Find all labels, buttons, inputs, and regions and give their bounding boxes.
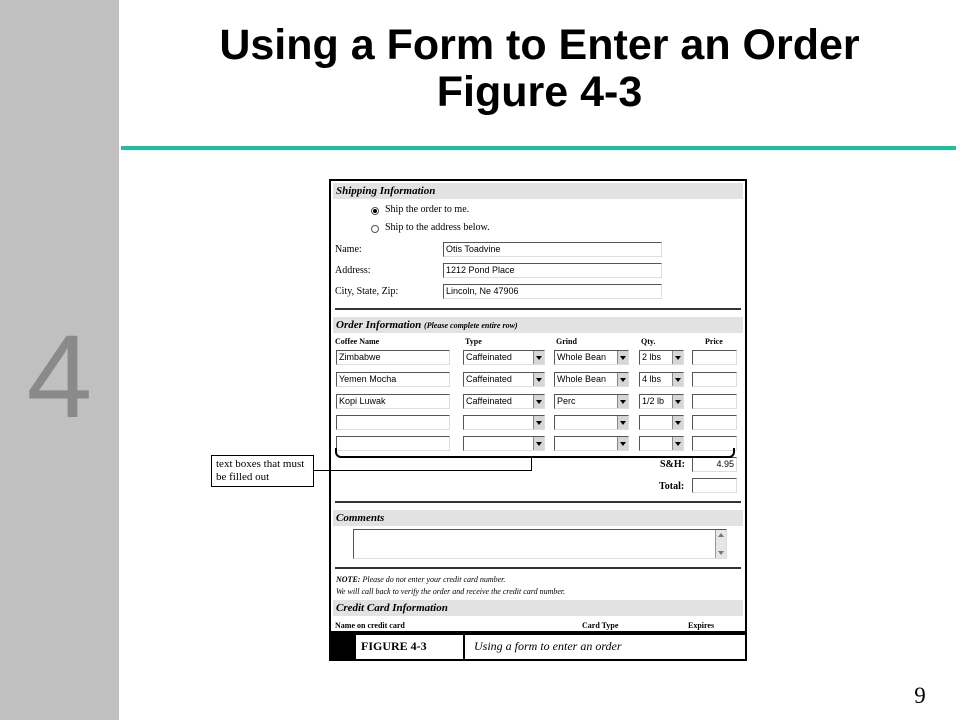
order-header-note: (Please complete entire row): [424, 321, 518, 330]
sidebar: [0, 0, 119, 720]
dropdown-arrow-icon: [533, 351, 544, 364]
qty-select[interactable]: [639, 372, 684, 387]
dropdown-arrow-icon: [672, 351, 683, 364]
grind-select[interactable]: [554, 372, 629, 387]
type-select[interactable]: [463, 394, 545, 409]
dropdown-arrow-icon: [672, 416, 683, 429]
type-select[interactable]: [463, 372, 545, 387]
caption-figure-label: FIGURE 4-3: [361, 639, 427, 653]
total-field[interactable]: [692, 478, 737, 493]
col-expires: Expires: [688, 621, 715, 630]
qty-select-value: 4 lbs: [642, 374, 662, 384]
col-coffee-name: Coffee Name: [335, 337, 380, 346]
callout-leader-line: [314, 470, 531, 471]
ship-to-me-label: Ship the order to me.: [385, 204, 470, 215]
note-bold: NOTE:: [336, 575, 361, 584]
price-field[interactable]: [692, 394, 737, 409]
qty-select[interactable]: [639, 415, 684, 430]
type-select[interactable]: [463, 415, 545, 430]
grind-select[interactable]: [554, 394, 629, 409]
ship-to-address-label: Ship to the address below.: [385, 222, 490, 233]
credit-card-header: Credit Card Information: [333, 600, 743, 616]
comments-header: Comments: [333, 510, 743, 526]
coffee-name-field[interactable]: Yemen Mocha: [336, 372, 450, 387]
name-field[interactable]: Otis Toadvine: [443, 242, 662, 257]
dropdown-arrow-icon: [672, 395, 683, 408]
name-label: Name:: [335, 244, 362, 255]
dropdown-arrow-icon: [617, 395, 628, 408]
scroll-up-icon[interactable]: [718, 533, 724, 537]
ship-to-me-radio[interactable]: [371, 207, 379, 215]
price-field[interactable]: [692, 350, 737, 365]
dropdown-arrow-icon: [672, 373, 683, 386]
comments-scrollbar[interactable]: [715, 530, 726, 558]
note-text: Please do not enter your credit card number.: [362, 575, 506, 584]
coffee-name-field[interactable]: Kopi Luwak: [336, 394, 450, 409]
col-grind: Grind: [556, 337, 577, 346]
slide-title: [119, 22, 960, 116]
col-type: Type: [465, 337, 482, 346]
col-card-type: Card Type: [582, 621, 619, 630]
address-label: Address:: [335, 265, 371, 276]
ship-to-address-radio[interactable]: [371, 225, 379, 233]
grind-select[interactable]: [554, 350, 629, 365]
grind-select[interactable]: [554, 415, 629, 430]
dropdown-arrow-icon: [617, 373, 628, 386]
callout-box: text boxes that must be filled out: [211, 455, 314, 487]
title-line-2: Figure 4-3: [436, 68, 643, 116]
type-select-value: Caffeinated: [466, 352, 512, 362]
grind-select-value: Whole Bean: [557, 374, 607, 384]
title-line-1: Using a Form to Enter an Order: [219, 21, 860, 69]
qty-select-value: 2 lbs: [642, 352, 662, 362]
section-divider: [335, 501, 741, 503]
comments-textarea[interactable]: [353, 529, 727, 559]
dropdown-arrow-icon: [533, 373, 544, 386]
col-name-on-card: Name on credit card: [335, 621, 405, 630]
coffee-name-field[interactable]: [336, 415, 450, 430]
page-number: 9: [914, 683, 926, 708]
dropdown-arrow-icon: [533, 416, 544, 429]
qty-select[interactable]: [639, 350, 684, 365]
col-qty: Qty.: [641, 337, 656, 346]
section-divider: [335, 308, 741, 310]
sh-label: S&H:: [660, 459, 685, 470]
grind-select-value: Perc: [557, 396, 576, 406]
coffee-name-field[interactable]: Zimbabwe: [336, 350, 450, 365]
caption-separator: [463, 635, 465, 659]
order-header-title: Order Information: [336, 319, 422, 331]
shipping-header: Shipping Information: [333, 183, 743, 199]
sh-field[interactable]: 4.95: [692, 457, 737, 472]
caption-marker: [331, 635, 356, 659]
dropdown-arrow-icon: [617, 351, 628, 364]
order-form-figure: [329, 179, 747, 633]
col-price: Price: [705, 337, 723, 346]
type-select-value: Caffeinated: [466, 396, 512, 406]
city-state-zip-label: City, State, Zip:: [335, 286, 399, 297]
type-select-value: Caffeinated: [466, 374, 512, 384]
caption-text: Using a form to enter an order: [474, 639, 622, 653]
required-fields-bracket: [335, 448, 735, 458]
section-divider: [335, 567, 741, 569]
order-header: [333, 317, 743, 333]
city-state-zip-field[interactable]: Lincoln, Ne 47906: [443, 284, 662, 299]
qty-select[interactable]: [639, 394, 684, 409]
note-line-2: We will call back to verify the order and receive the credit card number.: [336, 587, 566, 596]
title-divider: [121, 146, 956, 150]
dropdown-arrow-icon: [533, 395, 544, 408]
qty-select-value: 1/2 lb: [642, 396, 665, 406]
address-field[interactable]: 1212 Pond Place: [443, 263, 662, 278]
price-field[interactable]: [692, 372, 737, 387]
figure-caption: [329, 633, 747, 661]
total-label: Total:: [659, 481, 685, 492]
scroll-down-icon[interactable]: [718, 551, 724, 555]
type-select[interactable]: [463, 350, 545, 365]
grind-select-value: Whole Bean: [557, 352, 607, 362]
price-field[interactable]: [692, 415, 737, 430]
chapter-number: 4: [26, 311, 93, 443]
dropdown-arrow-icon: [617, 416, 628, 429]
callout-leader-tick: [531, 458, 532, 471]
note-line-1: [336, 575, 505, 584]
